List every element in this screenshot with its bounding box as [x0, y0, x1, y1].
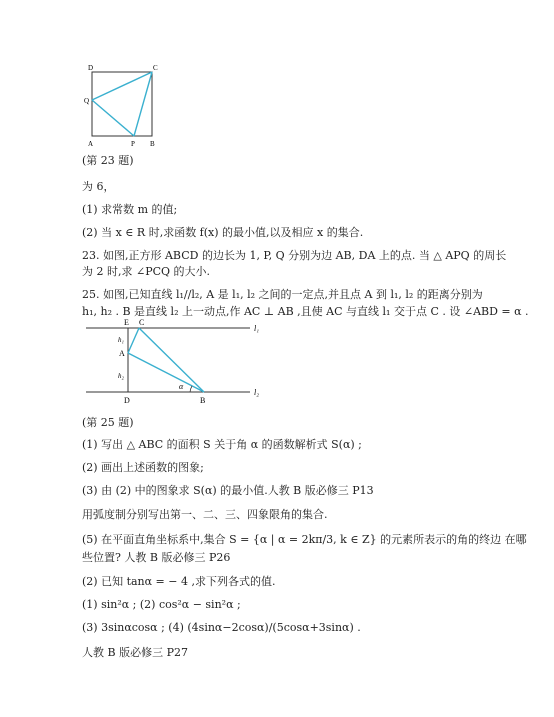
- fig25-label-a: A: [119, 349, 125, 358]
- fig25-label-c: C: [139, 318, 145, 327]
- figure-23-caption: (第 23 题): [82, 154, 134, 167]
- text-line: 25. 如图,已知直线 l₁//l₂, A 是 l₁, l₂ 之间的一定点,并且点 A 到 l₁, l₂ 的距离分别为: [82, 288, 483, 301]
- text-line: 些位置? 人教 B 版必修三 P26: [82, 551, 231, 564]
- text-line: (1) sin²α ; (2) cos²α − sin²α ;: [82, 598, 241, 611]
- fig23-label-b: B: [150, 140, 155, 148]
- fig25-label-h1: h₁: [118, 336, 124, 344]
- text-line: (2) 已知 tanα = − 4 ,求下列各式的值.: [82, 575, 276, 588]
- fig25-label-e: E: [124, 318, 129, 327]
- fig25-label-h2: h₂: [118, 372, 124, 380]
- fig25-label-b: B: [200, 396, 206, 405]
- fig23-label-q: Q: [84, 97, 90, 105]
- fig25-label-alpha: α: [179, 382, 184, 391]
- text-line: (1) 求常数 m 的值;: [82, 203, 178, 216]
- fig23-label-c: C: [153, 64, 158, 72]
- fig25-label-l2: l₂: [254, 388, 260, 397]
- fig25-label-l1: l₁: [254, 324, 260, 333]
- text-line: 23. 如图,正方形 ABCD 的边长为 1, P, Q 分别为边 AB, DA 上的点. 当 △ APQ 的周长: [82, 249, 507, 262]
- text-line: 人教 B 版必修三 P27: [82, 646, 188, 659]
- text-line: 为 6，: [82, 180, 115, 193]
- figure-25-parallel-lines-diagram: [82, 316, 272, 408]
- figure-23-square-diagram: [82, 62, 172, 152]
- text-line: (1) 写出 △ ABC 的面积 S 关于角 α 的函数解析式 S(α) ;: [82, 438, 362, 451]
- text-line: (2) 画出上述函数的图象;: [82, 461, 204, 474]
- fig23-label-a: A: [88, 140, 94, 148]
- text-line: 用弧度制分别写出第一、二、三、四象限角的集合.: [82, 508, 328, 521]
- text-line: (3) 3sinαcosα ; (4) (4sinα−2cosα)/(5cosα+3sinα) .: [82, 621, 361, 634]
- fig23-label-d: D: [88, 64, 94, 72]
- fig23-label-p: P: [131, 140, 135, 148]
- text-line: (3) 由 (2) 中的图象求 S(α) 的最小值.人教 B 版必修三 P13: [82, 484, 374, 497]
- text-line: 为 2 时,求 ∠PCQ 的大小.: [82, 265, 211, 278]
- text-line: h₁, h₂ . B 是直线 l₂ 上一动点,作 AC ⊥ AB ,且使 AC 与直线 l₁ 交于点 C . 设 ∠ABD = α .: [82, 305, 529, 318]
- fig25-label-d: D: [124, 396, 130, 405]
- text-line: (5) 在平面直角坐标系中,集合 S = {α | α = 2kπ/3, k ∈ Z} 的元素所表示的角的终边 在哪: [82, 533, 527, 546]
- figure-25-caption: (第 25 题): [82, 416, 134, 429]
- text-line: (2) 当 x ∈ R 时,求函数 f(x) 的最小值,以及相应 x 的集合.: [82, 226, 364, 239]
